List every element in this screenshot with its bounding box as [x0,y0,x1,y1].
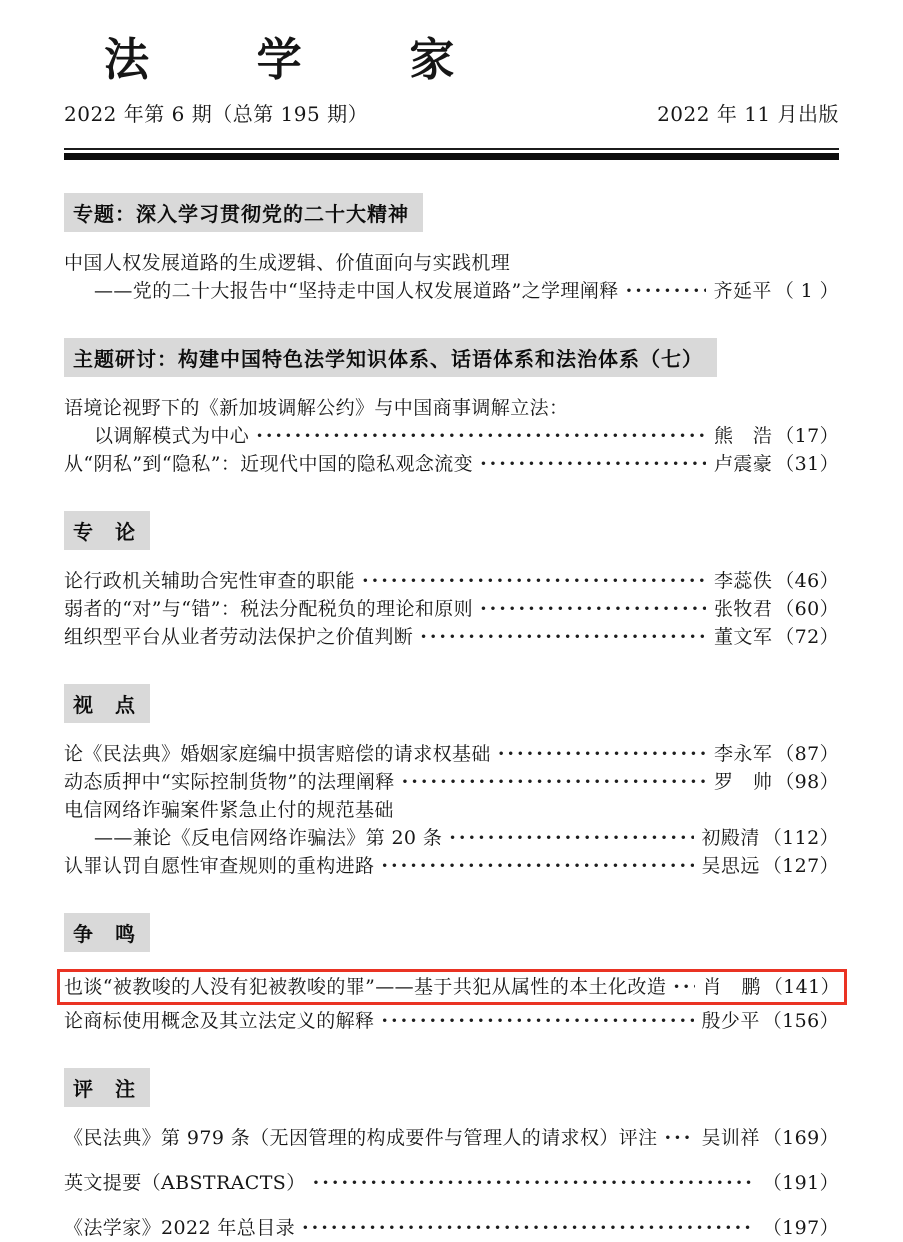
dot-leader [498,740,706,768]
toc-entry [64,824,839,852]
entry-title: 论《民法典》婚姻家庭编中损害赔偿的请求权基础 [64,743,491,766]
toc-entry [64,595,839,623]
entry-page: （127） [762,855,839,878]
entry-page: （ 1 ） [774,280,839,303]
entry-title: 组织型平台从业者劳动法保护之价值判断 [64,626,414,649]
section-header [64,913,150,952]
entry-title: ——兼论《反电信网络诈骗法》第 20 条 [94,827,443,850]
dot-leader [402,768,706,796]
entry-author: 张牧君 [714,598,773,621]
entry-page: （169） [762,1127,839,1150]
dot-leader [362,567,706,595]
entry-author: 熊 浩 [714,425,773,448]
toc-entry [64,1169,839,1197]
entry-author: 肖 鹏 [702,976,761,999]
entry-title: 动态质押中“实际控制货物”的法理阐释 [64,771,395,794]
publish-info: 2022 年 11 月出版 [657,102,839,127]
dot-leader [449,824,693,852]
divider-thick-rule [64,153,839,160]
entry-title: 认罪认罚自愿性审查规则的重构进路 [64,855,375,878]
section-header [64,193,423,232]
entry-title: 《民法典》第 979 条（无因管理的构成要件与管理人的请求权）评注 [64,1127,658,1150]
section-header-label: 主题研讨：构建中国特色法学知识体系、话语体系和法治体系（七） [73,349,703,372]
entry-title: 论商标使用概念及其立法定义的解释 [64,1010,375,1033]
dot-leader [381,1007,693,1035]
entry-page: （191） [762,1172,839,1195]
entry-author: 吴思远 [701,855,760,878]
toc-entry [64,277,839,305]
entry-page: （98） [775,771,839,794]
toc-entry [64,394,839,422]
entry-author: 罗 帅 [714,771,773,794]
section-header-label: 视 点 [73,695,136,718]
journal-title: 法 学 家 [104,33,501,86]
entry-page: （197） [762,1217,839,1240]
entry-title: ——党的二十大报告中“坚持走中国人权发展道路”之学理阐释 [94,280,619,303]
toc-entry [64,852,839,880]
issue-info: 2022 年第 6 期（总第 195 期） [64,102,369,127]
toc-entry [64,740,839,768]
dot-leader [256,422,706,450]
entry-title: 电信网络诈骗案件紧急止付的规范基础 [64,799,394,822]
entry-page: （60） [775,598,839,621]
header-divider [64,148,839,160]
section-header [64,511,150,550]
divider-thin-rule [64,148,839,150]
entry-page: （112） [762,827,839,850]
entry-title: 弱者的“对”与“错”：税法分配税负的理论和原则 [64,598,474,621]
toc-entry [64,1214,839,1242]
entry-author: 董文军 [714,626,773,649]
entry-author: 初殿清 [701,827,760,850]
entry-page: （141） [763,976,840,999]
entry-title: 语境论视野下的《新加坡调解公约》与中国商事调解立法： [64,397,569,420]
dot-leader [420,623,706,651]
toc-entry [64,623,839,651]
toc-entry [64,1124,839,1152]
dot-leader [480,450,706,478]
entry-author: 李蕊佚 [714,570,773,593]
issue-row [64,98,839,127]
toc-entry [64,422,839,450]
entry-author: 殷少平 [701,1010,760,1033]
entry-page: （156） [762,1010,839,1033]
entry-author: 吴训祥 [701,1127,760,1150]
entry-title: 论行政机关辅助合宪性审查的职能 [64,570,356,593]
dot-leader [665,1124,694,1152]
entry-author: 卢震豪 [714,453,773,476]
entry-author: 齐延平 [713,280,772,303]
section-header-label: 评 注 [73,1079,136,1102]
entry-page: （31） [775,453,839,476]
toc-entry [64,1007,839,1035]
section-header [64,684,150,723]
toc-entry [64,768,839,796]
dot-leader [381,852,693,880]
entry-subtitle: ——基于共犯从属性的本土化改造 [375,976,667,999]
toc-entry [64,796,839,824]
section-header-label: 专题：深入学习贯彻党的二十大精神 [73,204,409,227]
entry-page: （72） [775,626,839,649]
entry-title: 也谈“被教唆的人没有犯被教唆的罪” [64,976,376,999]
entry-title: 中国人权发展道路的生成逻辑、价值面向与实践机理 [64,252,511,275]
toc-entry-highlighted [57,969,847,1005]
entry-page: （17） [775,425,839,448]
dot-leader [313,1169,755,1197]
section-header-label: 争 鸣 [73,924,136,947]
section-header [64,338,717,377]
entry-page: （87） [775,743,839,766]
entry-page: （46） [775,570,839,593]
dot-leader [673,973,694,1001]
toc-entry [64,450,839,478]
dot-leader [302,1214,755,1242]
entry-title: 英文提要（ABSTRACTS） [64,1172,306,1195]
toc-entry [64,249,839,277]
entry-title: 《法学家》2022 年总目录 [64,1217,295,1240]
toc-entry [64,567,839,595]
dot-leader [626,277,706,305]
entry-author: 李永军 [714,743,773,766]
journal-header [64,33,839,160]
dot-leader [480,595,706,623]
section-header-label: 专 论 [73,522,136,545]
entry-title: 从“阴私”到“隐私”：近现代中国的隐私观念流变 [64,453,474,476]
entry-title: 以调解模式为中心 [94,425,250,448]
toc-list [64,193,839,1242]
section-header [64,1068,150,1107]
